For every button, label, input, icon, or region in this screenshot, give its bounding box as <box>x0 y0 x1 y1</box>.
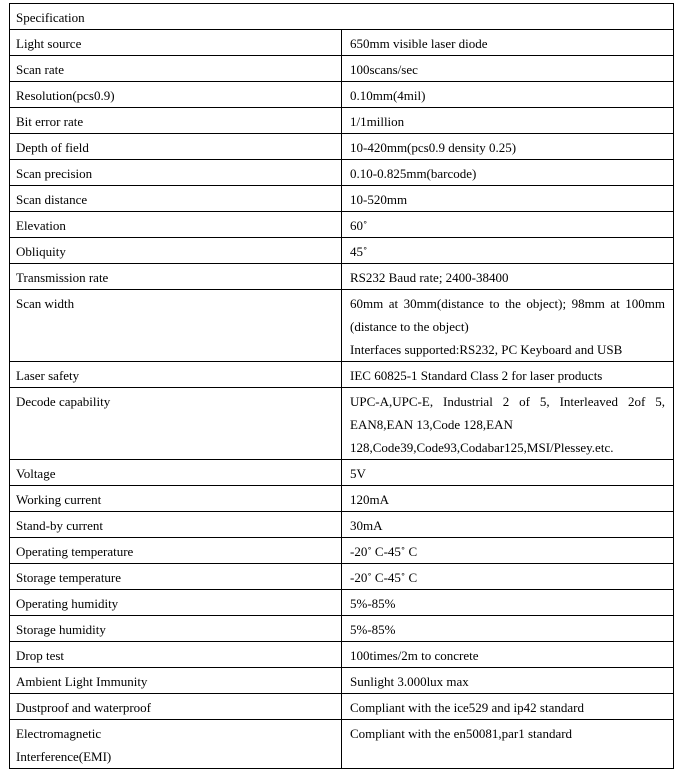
table-row <box>10 56 674 82</box>
spec-label: Operating humidity <box>10 590 342 616</box>
spec-value <box>342 668 674 694</box>
spec-label: Ambient Light Immunity <box>10 668 342 694</box>
spec-value <box>342 56 674 82</box>
table-row <box>10 694 674 720</box>
spec-value-line: Compliant with the ice529 and ip42 standard <box>350 700 584 715</box>
table-row <box>10 160 674 186</box>
spec-value-line: 30mA <box>350 518 383 533</box>
table-row <box>10 460 674 486</box>
spec-value-line: Compliant with the en50081,par1 standard <box>350 726 573 741</box>
spec-value <box>342 512 674 538</box>
spec-label: Depth of field <box>10 134 342 160</box>
spec-label: Obliquity <box>10 238 342 264</box>
spec-value <box>342 642 674 668</box>
spec-value-line: 120mA <box>350 492 389 507</box>
spec-label: Working current <box>10 486 342 512</box>
specification-header: Specification <box>10 4 674 30</box>
spec-label: Elevation <box>10 212 342 238</box>
table-row <box>10 642 674 668</box>
spec-label: Storage temperature <box>10 564 342 590</box>
spec-label: Stand-by current <box>10 512 342 538</box>
table-row <box>10 238 674 264</box>
table-row <box>10 590 674 616</box>
spec-label: Scan distance <box>10 186 342 212</box>
spec-value <box>342 486 674 512</box>
spec-value-line: UPC-A,UPC-E, Industrial 2 of 5, Interleaved 2of 5, EAN8,EAN 13,Code 128,EAN <box>350 394 665 432</box>
spec-value <box>342 590 674 616</box>
spec-value <box>342 290 674 362</box>
spec-value-line: 10-520mm <box>350 192 408 207</box>
table-row <box>10 538 674 564</box>
spec-value-line: 0.10-0.825mm(barcode) <box>350 166 477 181</box>
table-row <box>10 212 674 238</box>
spec-value-line: 1/1million <box>350 114 405 129</box>
spec-label: Decode capability <box>10 388 342 460</box>
spec-value-line: 100times/2m to concrete <box>350 648 479 663</box>
spec-value-line: RS232 Baud rate; 2400-38400 <box>350 270 509 285</box>
table-row <box>10 82 674 108</box>
spec-label: Laser safety <box>10 362 342 388</box>
spec-value-line: Sunlight 3.000lux max <box>350 674 469 689</box>
spec-value-line: 128,Code39,Code93,Codabar125,MSI/Plessey.etc. <box>350 440 614 455</box>
spec-value-line: 45˚ <box>350 244 368 259</box>
spec-value-line: 650mm visible laser diode <box>350 36 488 51</box>
spec-value-line: IEC 60825-1 Standard Class 2 for laser products <box>350 368 603 383</box>
spec-label: Operating temperature <box>10 538 342 564</box>
spec-value <box>342 134 674 160</box>
spec-value-line: 5%-85% <box>350 596 396 611</box>
spec-value <box>342 264 674 290</box>
spec-value <box>342 694 674 720</box>
table-row <box>10 186 674 212</box>
table-row <box>10 134 674 160</box>
spec-label: Bit error rate <box>10 108 342 134</box>
spec-value <box>342 212 674 238</box>
specification-table <box>9 3 674 769</box>
table-row <box>10 564 674 590</box>
spec-value <box>342 108 674 134</box>
table-row <box>10 388 674 460</box>
spec-label: Drop test <box>10 642 342 668</box>
spec-label: Scan rate <box>10 56 342 82</box>
spec-value-line: 60˚ <box>350 218 368 233</box>
spec-label: Storage humidity <box>10 616 342 642</box>
spec-value <box>342 82 674 108</box>
spec-label: Scan width <box>10 290 342 362</box>
table-row <box>10 264 674 290</box>
spec-value <box>342 160 674 186</box>
table-row <box>10 30 674 56</box>
spec-value <box>342 616 674 642</box>
spec-label: Voltage <box>10 460 342 486</box>
spec-value-line: 5%-85% <box>350 622 396 637</box>
spec-value <box>342 564 674 590</box>
spec-label-line: Interference(EMI) <box>16 749 112 764</box>
spec-value-line: 100scans/sec <box>350 62 418 77</box>
spec-label: Resolution(pcs0.9) <box>10 82 342 108</box>
spec-value <box>342 362 674 388</box>
table-row <box>10 362 674 388</box>
spec-value <box>342 720 674 769</box>
table-row <box>10 616 674 642</box>
spec-value-line: 60mm at 30mm(distance to the object); 98mm at 100mm (distance to the object) <box>350 296 665 334</box>
spec-value <box>342 538 674 564</box>
spec-label: Dustproof and waterproof <box>10 694 342 720</box>
spec-label <box>10 720 342 769</box>
table-row <box>10 486 674 512</box>
table-row <box>10 290 674 362</box>
spec-value-line: 0.10mm(4mil) <box>350 88 426 103</box>
spec-value <box>342 30 674 56</box>
header-row <box>10 4 674 30</box>
spec-label: Transmission rate <box>10 264 342 290</box>
spec-value <box>342 388 674 460</box>
spec-label: Light source <box>10 30 342 56</box>
spec-value-line: -20˚ C-45˚ C <box>350 570 418 585</box>
spec-value-line: Interfaces supported:RS232, PC Keyboard and USB <box>350 342 623 357</box>
spec-value-line: 10-420mm(pcs0.9 density 0.25) <box>350 140 517 155</box>
spec-value-line: -20˚ C-45˚ C <box>350 544 418 559</box>
table-row <box>10 720 674 769</box>
spec-value <box>342 238 674 264</box>
spec-value <box>342 460 674 486</box>
table-row <box>10 668 674 694</box>
spec-label-line: Electromagnetic <box>16 726 102 741</box>
specification-table-body <box>10 4 674 769</box>
spec-value <box>342 186 674 212</box>
spec-value-line: 5V <box>350 466 366 481</box>
table-row <box>10 512 674 538</box>
spec-label: Scan precision <box>10 160 342 186</box>
table-row <box>10 108 674 134</box>
